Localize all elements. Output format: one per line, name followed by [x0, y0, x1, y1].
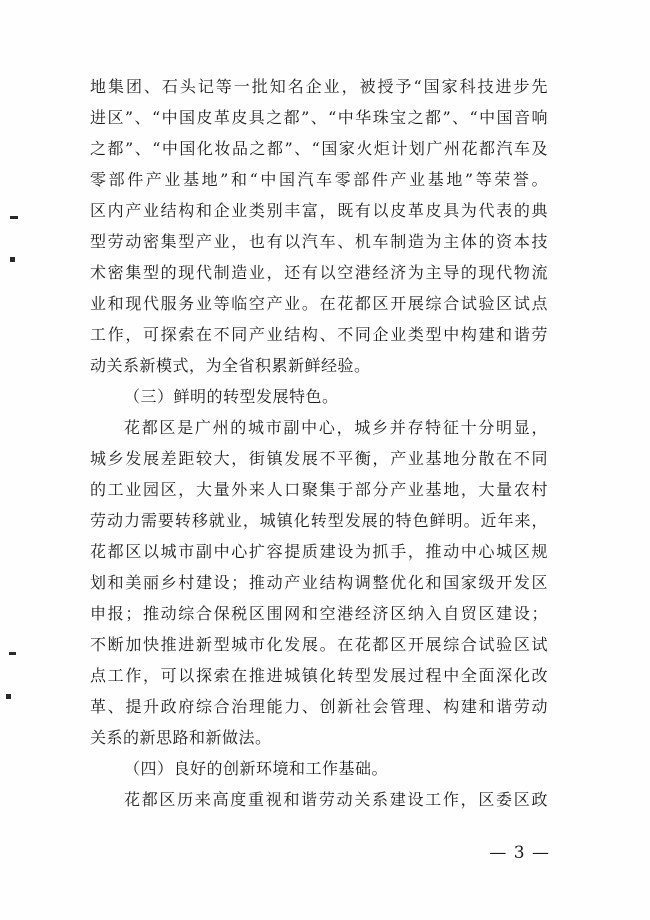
scan-artifact-mark [10, 216, 18, 219]
text-line: 不断加快推进新型城市化发展。在花都区开展综合试验区试 [90, 635, 548, 654]
text-line: 花都区是广州的城市副中心，城乡并存特征十分明显， [124, 418, 548, 437]
text-line: 革、提升政府综合治理能力、创新社会管理、构建和谐劳动 [90, 697, 548, 716]
text-line: 申报；推动综合保税区围网和空港经济区纳入自贸区建设； [90, 604, 548, 623]
text-line: 城乡发展差距较大，街镇发展不平衡，产业基地分散在不同 [90, 449, 548, 468]
scan-artifact-mark [6, 694, 11, 699]
text-line: 花都区以城市副中心扩容提质建设为抓手，推动中心城区规 [90, 542, 548, 561]
page-number: — 3 — [489, 843, 550, 863]
section-heading-3: （三）鲜明的转型发展特色。 [124, 387, 339, 406]
text-line: 劳动力需要转移就业，城镇化转型发展的特色鲜明。近年来， [90, 511, 548, 530]
section-heading-4: （四）良好的创新环境和工作基础。 [124, 759, 389, 778]
text-line: 工作，可探索在不同产业结构、不同企业类型中构建和谐劳 [90, 325, 548, 344]
text-line: 零部件产业基地”和“中国汽车零部件产业基地”等荣誉。 [90, 170, 548, 189]
text-line: 点工作，可以探索在推进城镇化转型发展过程中全面深化改 [90, 666, 548, 685]
text-line: 的工业园区，大量外来人口聚集于部分产业基地，大量农村 [90, 480, 548, 499]
text-line: 地集团、石头记等一批知名企业，被授予“国家科技进步先 [90, 77, 548, 96]
text-line: 关系的新思路和新做法。 [90, 728, 272, 747]
text-line: 动关系新模式，为全省积累新鲜经验。 [90, 356, 371, 375]
text-line: 进区”、“中国皮革皮具之都”、“中华珠宝之都”、“中国音响 [90, 108, 548, 127]
text-line: 之都”、“中国化妆品之都”、“国家火炬计划广州花都汽车及 [90, 139, 548, 158]
body-text [90, 71, 548, 815]
text-line: 区内产业结构和企业类别丰富，既有以皮革皮具为代表的典 [90, 201, 548, 220]
text-line: 型劳动密集型产业，也有以汽车、机车制造为主体的资本技 [90, 232, 548, 251]
text-line: 划和美丽乡村建设；推动产业结构调整优化和国家级开发区 [90, 573, 548, 592]
text-line: 花都区历来高度重视和谐劳动关系建设工作，区委区政 [124, 790, 548, 809]
scan-artifact-mark [9, 652, 16, 655]
text-line: 业和现代服务业等临空产业。在花都区开展综合试验区试点 [90, 294, 548, 313]
scan-artifact-mark [10, 257, 15, 262]
text-line: 术密集型的现代制造业，还有以空港经济为主导的现代物流 [90, 263, 548, 282]
